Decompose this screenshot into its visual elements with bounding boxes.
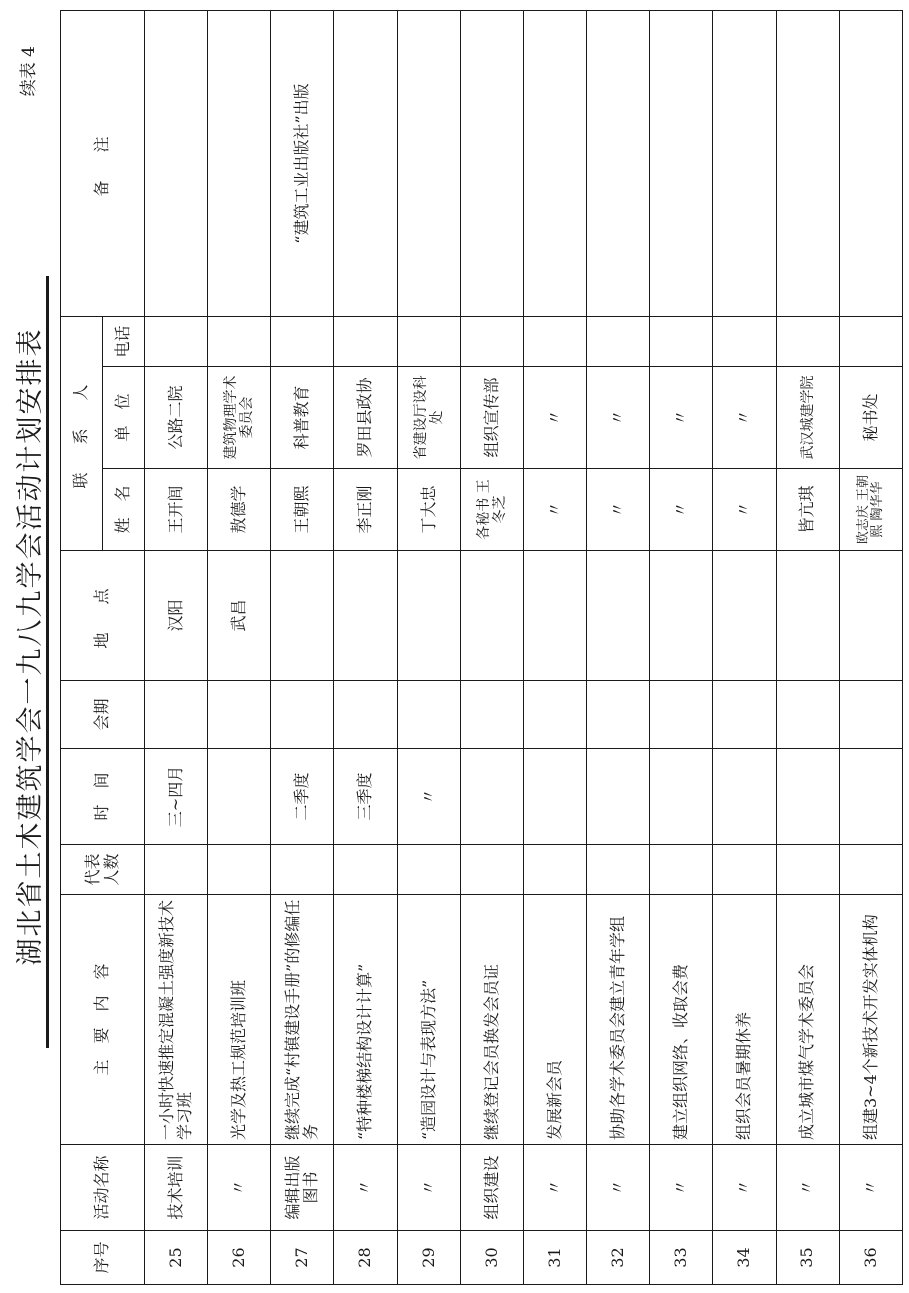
cell-contact-name: 〃 xyxy=(713,469,776,551)
cell-period xyxy=(650,681,713,749)
cell-time xyxy=(208,749,271,845)
cell-place xyxy=(397,551,460,681)
cell-contact-phone xyxy=(208,317,271,367)
cell-contact-unit: 武汉城建学院 xyxy=(776,367,839,469)
cell-contact-name: 王朝熙 xyxy=(271,469,334,551)
table-continuation-label: 续表 4 xyxy=(19,46,39,97)
cell-activity: 〃 xyxy=(839,1145,902,1231)
cell-contact-name: 王开闾 xyxy=(145,469,208,551)
cell-content: 协助各学术委员会建立青年学组 xyxy=(587,895,650,1145)
header-contact: 联 系 人 xyxy=(61,317,103,551)
cell-time xyxy=(523,749,586,845)
cell-remark xyxy=(397,11,460,317)
cell-time xyxy=(713,749,776,845)
cell-no: 27 xyxy=(271,1231,334,1285)
cell-time xyxy=(587,749,650,845)
cell-people xyxy=(334,845,397,895)
cell-people xyxy=(776,845,839,895)
cell-contact-phone xyxy=(650,317,713,367)
cell-no: 35 xyxy=(776,1231,839,1285)
cell-period xyxy=(208,681,271,749)
table-row xyxy=(208,11,271,1285)
table-row xyxy=(776,11,839,1285)
cell-time: 三~四月 xyxy=(145,749,208,845)
cell-no: 34 xyxy=(713,1231,776,1285)
cell-remark: “建筑工业出版社”出版 xyxy=(271,11,334,317)
cell-content: “特种楼梯结构设计计算” xyxy=(334,895,397,1145)
cell-period xyxy=(397,681,460,749)
cell-no: 32 xyxy=(587,1231,650,1285)
cell-time: 〃 xyxy=(397,749,460,845)
cell-place xyxy=(460,551,523,681)
table-row xyxy=(650,11,713,1285)
cell-remark xyxy=(145,11,208,317)
cell-time: 二季度 xyxy=(271,749,334,845)
cell-no: 25 xyxy=(145,1231,208,1285)
cell-period xyxy=(334,681,397,749)
table-row xyxy=(713,11,776,1285)
cell-activity: 〃 xyxy=(208,1145,271,1231)
cell-remark xyxy=(776,11,839,317)
table-row xyxy=(145,11,208,1285)
header-time: 时 间 xyxy=(61,749,145,845)
cell-no: 33 xyxy=(650,1231,713,1285)
cell-activity: 〃 xyxy=(713,1145,776,1231)
cell-people xyxy=(145,845,208,895)
cell-content: 继续登记会员换发会员证 xyxy=(460,895,523,1145)
cell-activity: 技术培训 xyxy=(145,1145,208,1231)
cell-contact-phone xyxy=(713,317,776,367)
cell-contact-unit: 科普教育 xyxy=(271,367,334,469)
cell-contact-phone xyxy=(271,317,334,367)
cell-contact-unit: 秘书处 xyxy=(839,367,902,469)
cell-place xyxy=(839,551,902,681)
cell-time xyxy=(650,749,713,845)
header-content: 主 要 内 容 xyxy=(61,895,145,1145)
cell-no: 36 xyxy=(839,1231,902,1285)
header-people: 代表人数 xyxy=(61,845,145,895)
cell-contact-phone xyxy=(523,317,586,367)
cell-content: 一小时快速推定混凝土强度新技术学习班 xyxy=(145,895,208,1145)
cell-contact-phone xyxy=(397,317,460,367)
cell-place xyxy=(776,551,839,681)
cell-contact-name: 〃 xyxy=(587,469,650,551)
cell-activity: 组织建设 xyxy=(460,1145,523,1231)
cell-content: 继续完成“村镇建设手册”的修编任务 xyxy=(271,895,334,1145)
cell-contact-phone xyxy=(776,317,839,367)
cell-remark xyxy=(460,11,523,317)
page-title: 湖北省土木建筑学会一九八九学会活动计划安排表 xyxy=(15,327,46,966)
cell-contact-name: 〃 xyxy=(650,469,713,551)
title-underline xyxy=(46,276,49,1048)
cell-contact-name: 欧志庆 王朝熙 陶华华 xyxy=(839,469,902,551)
cell-contact-unit: 公路二院 xyxy=(145,367,208,469)
cell-people xyxy=(713,845,776,895)
cell-remark xyxy=(334,11,397,317)
cell-people xyxy=(271,845,334,895)
cell-contact-phone xyxy=(839,317,902,367)
cell-place xyxy=(713,551,776,681)
cell-period xyxy=(713,681,776,749)
cell-contact-unit: 省建设厅设科处 xyxy=(397,367,460,469)
cell-content: 组建3~4个新技术开发实体机构 xyxy=(839,895,902,1145)
cell-contact-name: 李正刚 xyxy=(334,469,397,551)
header-contact-name: 姓 名 xyxy=(103,469,145,551)
cell-period xyxy=(839,681,902,749)
cell-remark xyxy=(523,11,586,317)
cell-time xyxy=(460,749,523,845)
table-row xyxy=(839,11,902,1285)
cell-place: 武昌 xyxy=(208,551,271,681)
table-row xyxy=(397,11,460,1285)
cell-contact-name: 各秘书 王冬芝 xyxy=(460,469,523,551)
cell-contact-phone xyxy=(145,317,208,367)
table-row xyxy=(587,11,650,1285)
cell-time xyxy=(839,749,902,845)
cell-no: 30 xyxy=(460,1231,523,1285)
cell-activity: 〃 xyxy=(776,1145,839,1231)
cell-time xyxy=(776,749,839,845)
cell-period xyxy=(523,681,586,749)
header-activity: 活动名称 xyxy=(61,1145,145,1231)
cell-remark xyxy=(208,11,271,317)
cell-time: 三季度 xyxy=(334,749,397,845)
cell-remark xyxy=(839,11,902,317)
cell-content: 组织会员暑期休养 xyxy=(713,895,776,1145)
cell-activity: 编辑出版图书 xyxy=(271,1145,334,1231)
cell-contact-unit: 〃 xyxy=(650,367,713,469)
cell-period xyxy=(776,681,839,749)
cell-contact-unit: 组织宣传部 xyxy=(460,367,523,469)
cell-people xyxy=(650,845,713,895)
cell-place: 汉阳 xyxy=(145,551,208,681)
cell-contact-name: 皆亢琪 xyxy=(776,469,839,551)
activity-plan-table xyxy=(60,10,903,1285)
cell-content: 光学及热工规范培训班 xyxy=(208,895,271,1145)
cell-contact-name: 〃 xyxy=(523,469,586,551)
cell-contact-unit: 罗田县政协 xyxy=(334,367,397,469)
cell-people xyxy=(460,845,523,895)
cell-people xyxy=(208,845,271,895)
header-no: 序号 xyxy=(61,1231,145,1285)
cell-no: 29 xyxy=(397,1231,460,1285)
cell-people xyxy=(839,845,902,895)
table-row xyxy=(271,11,334,1285)
table-row xyxy=(460,11,523,1285)
cell-contact-name: 敖德学 xyxy=(208,469,271,551)
cell-remark xyxy=(587,11,650,317)
header-contact-unit: 单 位 xyxy=(103,367,145,469)
cell-place xyxy=(271,551,334,681)
cell-people xyxy=(587,845,650,895)
header-place: 地 点 xyxy=(61,551,145,681)
cell-activity: 〃 xyxy=(523,1145,586,1231)
cell-period xyxy=(271,681,334,749)
cell-place xyxy=(523,551,586,681)
cell-activity: 〃 xyxy=(334,1145,397,1231)
cell-contact-unit: 建筑物理学术委员会 xyxy=(208,367,271,469)
cell-contact-phone xyxy=(334,317,397,367)
table-row xyxy=(523,11,586,1285)
cell-people xyxy=(397,845,460,895)
cell-remark xyxy=(650,11,713,317)
cell-no: 28 xyxy=(334,1231,397,1285)
cell-activity: 〃 xyxy=(587,1145,650,1231)
cell-activity: 〃 xyxy=(650,1145,713,1231)
cell-no: 26 xyxy=(208,1231,271,1285)
cell-contact-unit: 〃 xyxy=(587,367,650,469)
cell-activity: 〃 xyxy=(397,1145,460,1231)
header-contact-phone: 电话 xyxy=(103,317,145,367)
cell-contact-phone xyxy=(587,317,650,367)
cell-content: 成立城市煤气学术委员会 xyxy=(776,895,839,1145)
cell-content: 发展新会员 xyxy=(523,895,586,1145)
cell-no: 31 xyxy=(523,1231,586,1285)
header-remark: 备 注 xyxy=(61,11,145,317)
cell-period xyxy=(460,681,523,749)
cell-content: “造园设计与表现方法” xyxy=(397,895,460,1145)
cell-remark xyxy=(713,11,776,317)
cell-period xyxy=(587,681,650,749)
header-period: 会期 xyxy=(61,681,145,749)
cell-contact-name: 丁大忠 xyxy=(397,469,460,551)
cell-contact-unit: 〃 xyxy=(713,367,776,469)
cell-people xyxy=(523,845,586,895)
cell-place xyxy=(587,551,650,681)
cell-place xyxy=(650,551,713,681)
cell-content: 建立组织网络、收取会费 xyxy=(650,895,713,1145)
cell-period xyxy=(145,681,208,749)
table-row xyxy=(334,11,397,1285)
cell-place xyxy=(334,551,397,681)
cell-contact-phone xyxy=(460,317,523,367)
cell-contact-unit: 〃 xyxy=(523,367,586,469)
